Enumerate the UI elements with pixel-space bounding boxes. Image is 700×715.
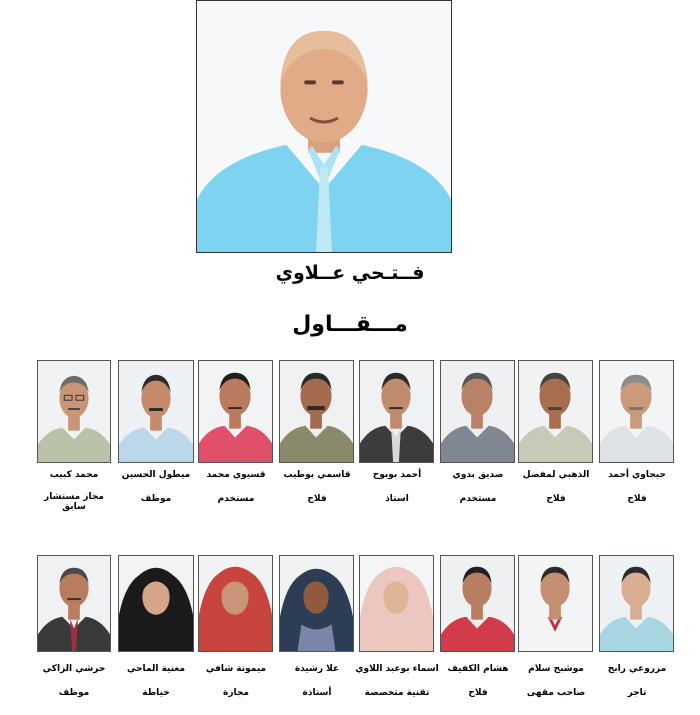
member-name-16: مزروعي رابح: [607, 664, 667, 674]
member-photo-9: [37, 555, 111, 652]
member-name-15: موشبح سلام: [528, 664, 584, 674]
member-job-9: موظف: [58, 688, 90, 698]
member-job-3: مستخدم: [217, 494, 255, 504]
member-job-14: فلاح: [468, 688, 488, 698]
member-photo-13: [359, 555, 434, 652]
featured-portrait: [196, 0, 452, 253]
member-job-12: أستاذة: [302, 688, 332, 698]
member-job-2: موظف: [140, 494, 172, 504]
member-job-13: تقنية متخصصة: [364, 688, 430, 698]
member-name-1: محمد كبيب: [49, 470, 99, 480]
member-job-1: مجاز مستشار سابق: [44, 492, 104, 512]
member-name-3: قسيوي محمد: [206, 470, 266, 480]
member-photo-6: [440, 360, 515, 463]
featured-role: مـــقـــاول: [292, 312, 408, 337]
member-name-6: صديق بدوي: [452, 470, 504, 480]
member-photo-16: [599, 555, 674, 652]
member-job-4: فلاح: [307, 494, 327, 504]
member-photo-7: [518, 360, 593, 463]
member-job-6: مستخدم: [459, 494, 497, 504]
member-photo-2: [118, 360, 194, 463]
member-photo-8: [599, 360, 674, 463]
member-photo-12: [279, 555, 354, 652]
member-photo-15: [518, 555, 593, 652]
member-name-9: حرشي الزاكي: [42, 664, 106, 674]
featured-name: فــتـحي عــلاوي: [275, 262, 425, 284]
member-job-16: تاجر: [627, 688, 647, 698]
member-job-8: فلاح: [627, 494, 647, 504]
member-name-7: الذهبي لمفضل: [522, 470, 590, 480]
member-job-7: فلاح: [546, 494, 566, 504]
member-photo-10: [118, 555, 194, 652]
member-name-10: مغنية الماحي: [126, 664, 186, 674]
member-job-10: خياطة: [142, 688, 170, 698]
member-name-4: قاسمي بوطيب: [283, 470, 351, 480]
member-name-8: حيجاوي أحمد: [608, 470, 666, 480]
member-photo-4: [279, 360, 354, 463]
member-name-13: اسماء بوعبد اللاوي: [355, 664, 439, 674]
member-name-11: ميمونة شافي: [205, 664, 267, 674]
member-name-2: ميطول الحسين: [121, 470, 191, 480]
member-photo-11: [198, 555, 273, 652]
member-job-11: مجازة: [223, 688, 249, 698]
member-job-5: استاذ: [385, 494, 409, 504]
member-photo-5: [359, 360, 434, 463]
member-name-5: أحمد بوبوح: [372, 470, 422, 480]
member-photo-3: [198, 360, 273, 463]
member-photo-14: [440, 555, 515, 652]
member-photo-1: [37, 360, 111, 463]
member-job-15: صاحب مقهى: [526, 688, 586, 698]
member-name-12: علا رشيدة: [294, 664, 340, 674]
member-name-14: هشام الكفيف: [447, 664, 509, 674]
